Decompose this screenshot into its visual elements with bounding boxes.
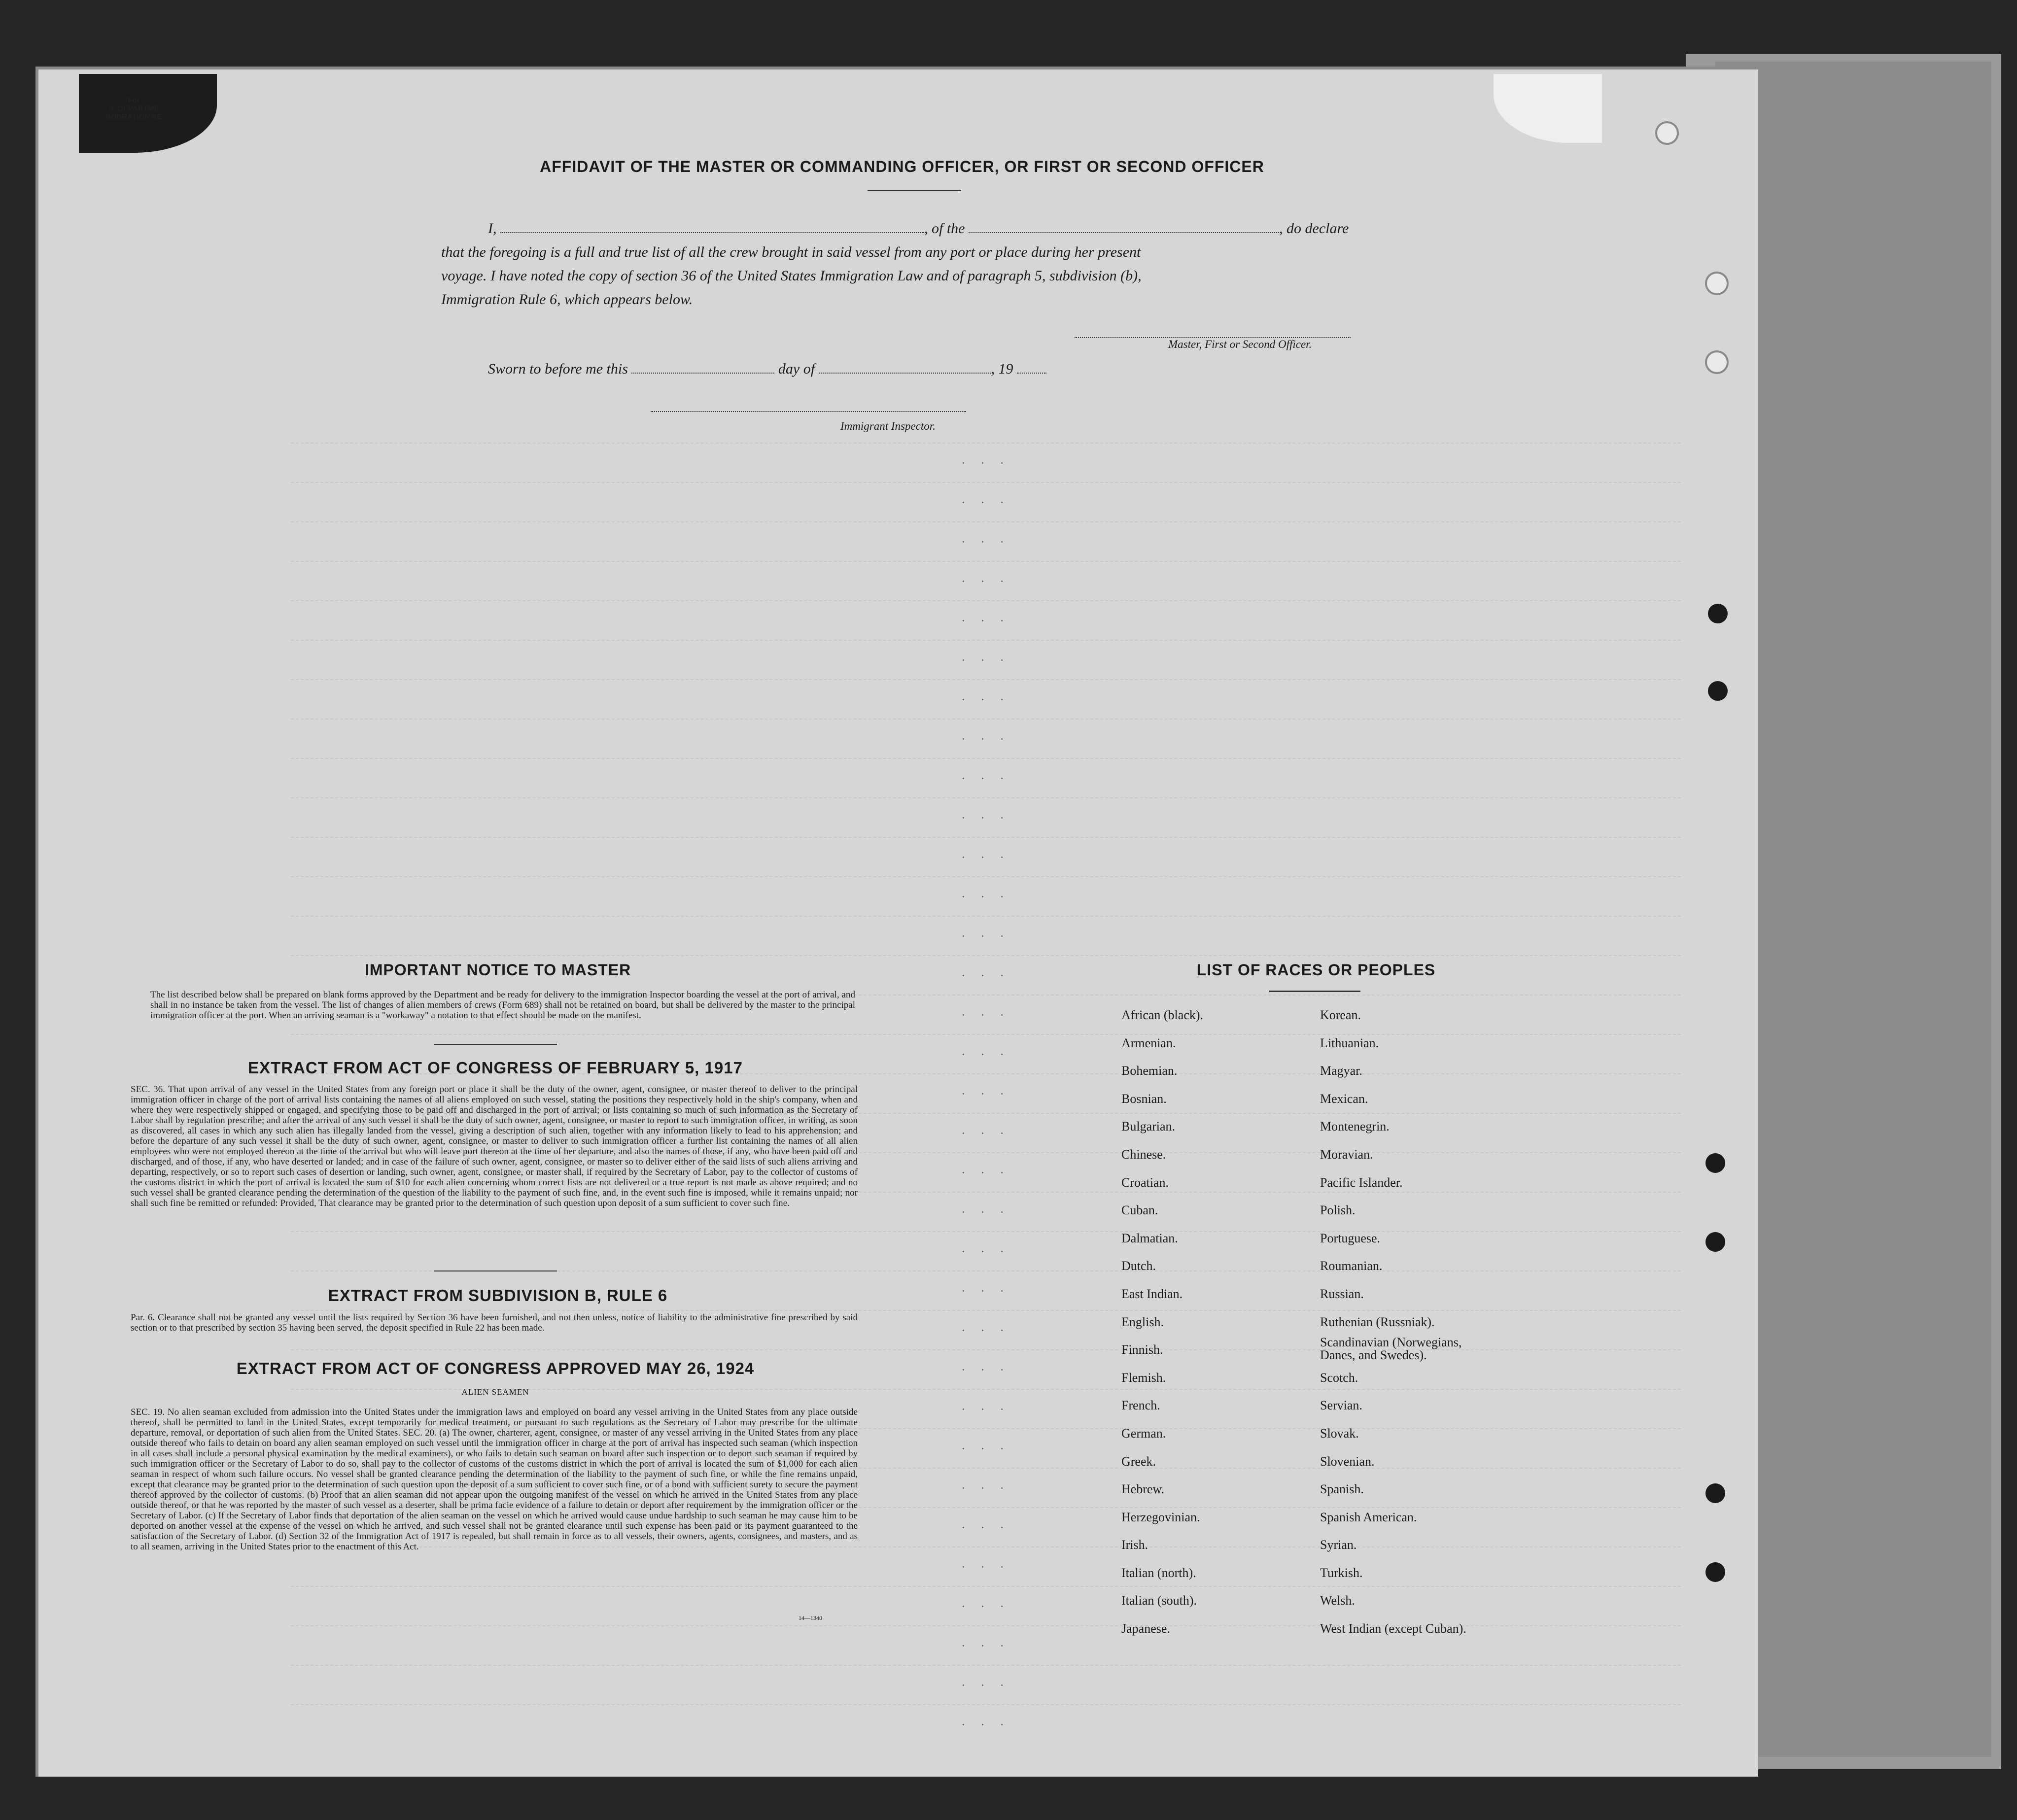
section-rule	[434, 1044, 557, 1045]
race-item: West Indian (except Cuban).	[1320, 1621, 1466, 1636]
race-item: Russian.	[1320, 1286, 1364, 1301]
stamp-line-2: S. DEPARTME	[108, 104, 159, 113]
race-item: German.	[1121, 1426, 1166, 1441]
race-item: Italian (north).	[1121, 1565, 1196, 1580]
race-item: Moravian.	[1320, 1147, 1373, 1162]
race-item: Italian (south).	[1121, 1593, 1197, 1608]
affidavit-line-3: voyage. I have noted the copy of section 36 of the United States Immigration Law and of paragraph 5, subdivision (b),	[441, 268, 1142, 284]
extract-1917-text: SEC. 36. That upon arrival of any vessel in the United States from any foreign port or place it shall be the duty of the owner, agent, consignee, or master thereof to deliver to the principal immigration officer in charge of the port of arrival lists containing the names of all aliens employed on such vessel, stating the positions they respectively hold in the ship's company, when and where they were respectively shipped or engaged, and specifying those to be paid off and discharged in the port of arrival; or lists containing so much of such information as the Secretary of Labor shall by regulation prescribe; and after the arrival of any such vessel it shall be the duty of such owner, agent, consignee, or master to report to such immigration officer, in writing, as soon as discovered, all cases in which any such alien has illegally landed from the vessel, giving a description of such alien, together with any information likely to lead to his apprehension; and before the departure of any such vessel it shall be the duty of such owner, agent, consignee, or master to deliver to such immigration officer a further list containing the names of all alien employees who were not employed thereon at the time of the arrival but who will leave port thereon at the time of her departure, and also the names of those, if any, who have been paid off and discharged, and of those, if any, who have deserted or landed; and in case of the failure of such owner, agent, consignee, or master so to deliver either of the said lists of such aliens arriving and departing, respectively, or so to report such cases of desertion or landing, such owner, agent, consignee, or master shall, if required by the Secretary of Labor, pay to the collector of customs of the customs district in which the port of arrival is located the sum of $10 for each alien concerning whom correct lists are not delivered or a true report is not made as above required; and no such vessel shall be granted clearance pending the determination of the question of the liability to the payment of such fine, and, in the event such fine is imposed, while it remains unpaid; nor shall such fine be remitted or refunded: Provided, That clearance may be granted prior to the determination of such question upon deposit of a sum sufficient to cover such fine.	[131, 1084, 858, 1208]
signature-label: Master, First or Second Officer.	[1168, 338, 1312, 350]
races-title: LIST OF RACES OR PEOPLES	[1196, 961, 1436, 979]
race-item: Roumanian.	[1320, 1259, 1383, 1273]
race-item: English.	[1121, 1314, 1164, 1329]
inspector-label: Immigrant Inspector.	[840, 420, 936, 432]
sworn-year-field[interactable]	[1017, 361, 1046, 374]
inspector-signature-field[interactable]	[651, 399, 966, 412]
race-item: Flemish.	[1121, 1370, 1166, 1385]
stamp-line-1: For	[128, 96, 140, 104]
extract-1924-subtitle: ALIEN SEAMEN	[461, 1387, 529, 1397]
race-item: Armenian.	[1121, 1035, 1176, 1050]
notice-text: The list described below shall be prepared on blank forms approved by the Department and be ready for delivery to the immigration Inspector boarding the vessel at the port of arrival, and shall in no instance be taken from the vessel. The list of changes of alien members of crews (Form 689) shall not be retained on board, but shall be delivered by the master to the principal immigration officer at the port. When an arriving seaman is a "workaway" a notation to that effect should be made on the manifest.	[150, 990, 855, 1021]
sworn-line	[488, 357, 1129, 381]
tally-dots: · · · · · · · · · · · · · · · · · · · · · · · · · · · · · · · · · · · · · · · · · · · · · · · · · · · · · · · · · · · · · · · · · · · · · · · · · · · · · · · · · · · · · · · · · · · · · · · · · · ·	[961, 456, 1010, 1732]
race-item: Dutch.	[1121, 1259, 1156, 1273]
race-item: Portuguese.	[1320, 1231, 1381, 1245]
races-column-1	[1121, 1001, 1203, 1643]
race-item: Japanese.	[1121, 1621, 1170, 1636]
race-item: Finnish.	[1121, 1342, 1163, 1357]
punch-hole-icon	[1705, 1232, 1725, 1252]
do-declare-label: , do declare	[1279, 220, 1349, 237]
punch-hole-icon	[1708, 604, 1728, 623]
stamp-line-3: IMIGRATION SE	[106, 113, 162, 121]
extract-1924-text: SEC. 19. No alien seaman excluded from admission into the United States under the immigration laws and employed on board any vessel arriving in the United States from any place outside thereof, shall be permitted to land in the United States, except temporarily for medical treatment, or pursuant to such regulations as the Secretary of Labor may prescribe for the ultimate departure, removal, or deportation of such alien from the United States. SEC. 20. (a) The owner, charterer, agent, consignee, or master of any vessel arriving in the United States from any place outside thereof who fails to detain on board any alien seaman employed on such vessel until the immigration officer in charge at the port of arrival has inspected such seaman (which inspection in all cases shall include a personal physical examination by the medical examiners), or who fails to detain such seaman on board after such inspection or to deport such seaman if required by such immigration officer or the Secretary of Labor to do so, shall pay to the collector of customs of the customs district in which the port of arrival is located the sum of $1,000 for each alien seaman in respect of whom such failure occurs. No vessel shall be granted clearance pending the determination of the liability to the payment of such fine, or while the fine remains unpaid, except that clearance may be granted prior to the determination of such question upon the deposit of a sum sufficient to cover such fine, or of a bond with sufficient surety to secure the payment thereof approved by the collector of customs. (b) Proof that an alien seaman did not appear upon the outgoing manifest of the vessel on which he arrived in the United States from any place outside thereof, or that he was reported by the master of such vessel as a deserter, shall be prima facie evidence of a failure to detain or deport after requirement by the immigration officer or the Secretary of Labor. (c) If the Secretary of Labor finds that deportation of the alien seaman on the vessel on which he arrived would cause undue hardship to such seaman he may cause him to be deported on another vessel at the expense of the vessel on which he arrived, and such vessel shall not be granted clearance until such expense has been paid or its payment guaranteed to the satisfaction of the Secretary of Labor. (d) Section 32 of the Immigration Act of 1917 is repealed, but shall remain in force as to all vessels, their owners, agents, consignees, and masters, and as to all seamen, arriving in the United States prior to the enactment of this Act.	[131, 1407, 858, 1552]
race-item: Slovenian.	[1320, 1454, 1375, 1469]
race-item: Hebrew.	[1121, 1482, 1165, 1497]
affidavit-declaration-line	[488, 217, 1390, 240]
race-item: Montenegrin.	[1320, 1119, 1390, 1134]
race-item: East Indian.	[1121, 1286, 1183, 1301]
races-column-2	[1320, 1001, 1497, 1643]
race-item: Servian.	[1320, 1398, 1362, 1413]
race-item: Korean.	[1320, 1008, 1361, 1022]
race-item: Cuban.	[1121, 1203, 1158, 1218]
race-item: Chinese.	[1121, 1147, 1166, 1162]
sworn-label: Sworn to before me this	[488, 361, 628, 377]
race-item: Irish.	[1121, 1538, 1148, 1552]
notice-title: IMPORTANT NOTICE TO MASTER	[364, 961, 631, 979]
race-item: Turkish.	[1320, 1565, 1363, 1580]
punch-hole-icon	[1707, 352, 1727, 372]
race-item: French.	[1121, 1398, 1160, 1413]
extract-rule6-text: Par. 6. Clearance shall not be granted any vessel until the lists required by Section 36 have been furnished, and not then unless, notice of liability to the administrative fine prescribed by said section or to that prescribed by section 35 having been served, the deposit specified in Rule 22 has been made.	[131, 1312, 858, 1333]
race-item: Scotch.	[1320, 1370, 1358, 1385]
affidavit-line-4: Immigration Rule 6, which appears below.	[441, 291, 693, 308]
sworn-day-field[interactable]	[631, 361, 774, 374]
form-number: 14—1340	[799, 1614, 822, 1621]
affidavit-title: AFFIDAVIT OF THE MASTER OR COMMANDING OFFICER, OR FIRST OR SECOND OFFICER	[540, 158, 1264, 175]
title-rule	[868, 190, 961, 191]
punch-hole-icon	[1708, 681, 1728, 701]
race-item: Syrian.	[1320, 1538, 1357, 1552]
race-item: Bosnian.	[1121, 1091, 1167, 1106]
master-name-field[interactable]	[500, 220, 924, 233]
race-item: Slovak.	[1320, 1426, 1359, 1441]
race-item: Pacific Islander.	[1320, 1175, 1403, 1190]
race-item: Greek.	[1121, 1454, 1156, 1469]
races-title-rule	[1269, 991, 1360, 992]
of-the-label: , of the	[924, 220, 965, 237]
race-item: Magyar.	[1320, 1064, 1362, 1078]
punch-hole-icon	[1705, 1153, 1725, 1173]
day-of-label: day of	[778, 361, 815, 377]
race-item: Spanish.	[1320, 1482, 1364, 1497]
vessel-name-field[interactable]	[969, 220, 1279, 233]
race-item: Lithuanian.	[1320, 1035, 1379, 1050]
punch-hole-icon	[1705, 1483, 1725, 1503]
department-stamp	[106, 96, 162, 121]
affidavit-i-label: I,	[488, 220, 497, 237]
race-item: Spanish American.	[1320, 1510, 1417, 1524]
race-item: Croatian.	[1121, 1175, 1169, 1190]
year-prefix-label: , 19	[991, 361, 1013, 377]
race-item: African (black).	[1121, 1008, 1204, 1022]
race-item: Ruthenian (Russniak).	[1320, 1314, 1435, 1329]
race-item: Welsh.	[1320, 1593, 1355, 1608]
punch-hole-icon	[1705, 1562, 1725, 1582]
punch-hole-icon	[1707, 274, 1727, 293]
affidavit-line-2: that the foregoing is a full and true list of all the crew brought in said vessel from any port or place during her present	[441, 244, 1141, 260]
punch-hole-icon	[1657, 123, 1677, 143]
extract-1924-title: EXTRACT FROM ACT OF CONGRESS APPROVED MAY 26, 1924	[236, 1359, 755, 1377]
race-item: Dalmatian.	[1121, 1231, 1178, 1245]
race-item: Scandinavian (Norwegians, Danes, and Swedes).	[1320, 1335, 1462, 1363]
race-item: Polish.	[1320, 1203, 1356, 1218]
race-item: Bohemian.	[1121, 1064, 1178, 1078]
master-signature-field[interactable]	[1075, 325, 1351, 338]
race-item: Mexican.	[1320, 1091, 1368, 1106]
extract-rule6-title: EXTRACT FROM SUBDIVISION B, RULE 6	[328, 1286, 668, 1305]
extract-1917-title: EXTRACT FROM ACT OF CONGRESS OF FEBRUARY 5, 1917	[248, 1059, 743, 1077]
race-item: Herzegovinian.	[1121, 1510, 1200, 1524]
sworn-month-field[interactable]	[819, 361, 991, 374]
race-item: Bulgarian.	[1121, 1119, 1176, 1134]
